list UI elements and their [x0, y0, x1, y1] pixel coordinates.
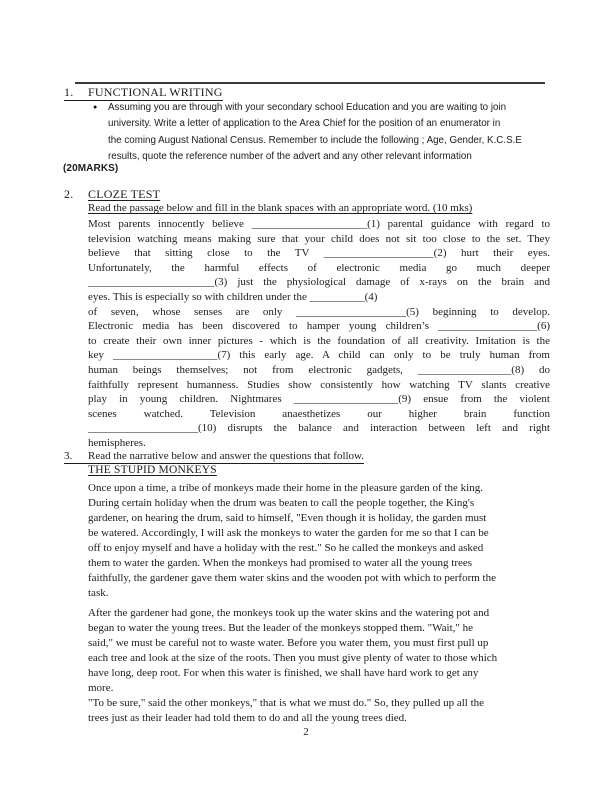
section-1-heading-underline — [64, 85, 223, 101]
cloze-passage-line: faithfully represent humanness. Studies show consistently how watching TV slants creative — [88, 378, 550, 391]
narrative-line: off to enjoy myself and have a holiday with the rest." So he called the monkeys and asked — [88, 542, 484, 554]
section-3-instruction: Read the narrative below and answer the questions that follow. — [88, 450, 365, 462]
section-3-number: 3. — [64, 450, 73, 462]
narrative-paragraph-2 — [88, 606, 558, 726]
narrative-line: began to water the young trees. But the leader of the monkeys stopped them. "Wait," he — [88, 622, 474, 634]
cloze-passage-line: hemispheres. — [88, 436, 146, 449]
narrative-line: faithfully, the gardener gave them water skins and the wooden pot with which to perform the — [88, 572, 496, 584]
bullet-text-line: the coming August National Census. Remember to include the following ; Age, Gender, K.C.S.E — [108, 134, 522, 146]
cloze-passage-line: eyes. This is especially so with children under the __________(4) — [88, 290, 378, 303]
section-2-title: CLOZE TEST — [88, 187, 161, 201]
functional-writing-bullet-item — [93, 100, 545, 165]
narrative-line: said," we must be careful not to waste water. Before you water them, you must first pull up — [88, 637, 489, 649]
narrative-line: each tree and look at the size of the roots. Then you must give plenty of water to those which — [88, 652, 498, 664]
bullet-text-line: university. Write a letter of application to the Area Chief for the position of an enumerator in — [108, 118, 501, 130]
section-1-title: FUNCTIONAL WRITING — [88, 85, 223, 99]
narrative-line: have long, deep root. For when this water is finished, we shall have hard work to get any — [88, 667, 479, 679]
narrative-line: them to water the garden. When the monkeys had promised to water all the young trees — [88, 557, 473, 569]
narrative-line: "To be sure," said the other monkeys," that is what we must do." So, they pulled up all the — [88, 697, 485, 709]
cloze-passage-line: play in young children. Nightmares ___________________(9) ensue from the violent — [88, 393, 550, 406]
cloze-passage-line: to create their own inner pictures - which is the foundation of all creativity. Imitation is the — [88, 334, 550, 347]
narrative-line: Once upon a time, a tribe of monkeys made their home in the pleasure garden of the king. — [88, 482, 483, 494]
section-2-number: 2. — [64, 187, 74, 201]
section-1-heading — [64, 85, 223, 100]
section-1-number: 1. — [64, 85, 74, 99]
section-3-heading — [64, 450, 364, 462]
narrative-line: During certain holiday when the drum was beaten to call the people together, the King's — [88, 497, 475, 509]
cloze-passage-line: Unfortunately, the harmful effects of electronic media go much deeper — [88, 261, 550, 274]
cloze-passage-line: Electronic media has been discovered to hamper young children’s __________________(6) — [88, 320, 550, 333]
functional-writing-task-text — [108, 100, 545, 165]
top-rule — [75, 82, 545, 84]
narrative-line: trees just as their leader had told them to do and all the young trees died. — [88, 712, 407, 724]
cloze-passage-line: believe that sitting close to the TV ____________________(2) hurt their eyes. — [88, 247, 550, 260]
marks-label: (20MARKS) — [63, 163, 119, 174]
cloze-passage-line: ____________________(10) disrupts the balance and interaction between left and right — [88, 422, 550, 435]
cloze-passage-line: television watching means making sure that your child does not sit too close to the set. They — [88, 232, 550, 245]
narrative-paragraph-1 — [88, 481, 558, 601]
cloze-passage-line: scenes watched. Television anaesthetizes our higher brain function — [88, 407, 550, 420]
cloze-passage-line: human beings themselves; not from electronic gadgets, _________________(8) do — [88, 363, 550, 376]
cloze-passage — [88, 217, 550, 451]
narrative-line: more. — [88, 682, 114, 694]
section-3-heading-underline — [64, 450, 364, 464]
cloze-passage-line: _______________________(3) just the physiological damage of x-rays on the brain and — [88, 276, 550, 289]
section-2-heading — [64, 187, 160, 202]
narrative-line: be watered. Accordingly, I will ask the monkeys to water the garden for me so that I can be — [88, 527, 489, 539]
bullet-icon: ● — [93, 104, 98, 111]
narrative-title: THE STUPID MONKEYS — [88, 464, 217, 476]
bullet-text-line: results, quote the reference number of the advert and any other relevant information — [108, 150, 472, 162]
page-number: 2 — [303, 726, 309, 738]
cloze-passage-line: Most parents innocently believe _____________________(1) parental guidance with regard to — [88, 218, 550, 230]
bullet-text-line: Assuming you are through with your secondary school Education and you are waiting to join — [108, 102, 507, 113]
narrative-line: After the gardener had gone, the monkeys took up the water skins and the watering pot and — [88, 607, 490, 619]
narrative-line: task. — [88, 587, 109, 599]
narrative-line: gardener, on hearing the drum, said to himself, "Even though it is holiday, the garden must — [88, 512, 487, 524]
cloze-passage-line: key ___________________(7) this early age. A child can only to be truly human from — [88, 349, 550, 362]
cloze-passage-line: of seven, whose senses are only ____________________(5) beginning to develop. — [88, 305, 550, 318]
cloze-instruction: Read the passage below and fill in the blank spaces with an appropriate word. (10 mks) — [88, 202, 473, 214]
